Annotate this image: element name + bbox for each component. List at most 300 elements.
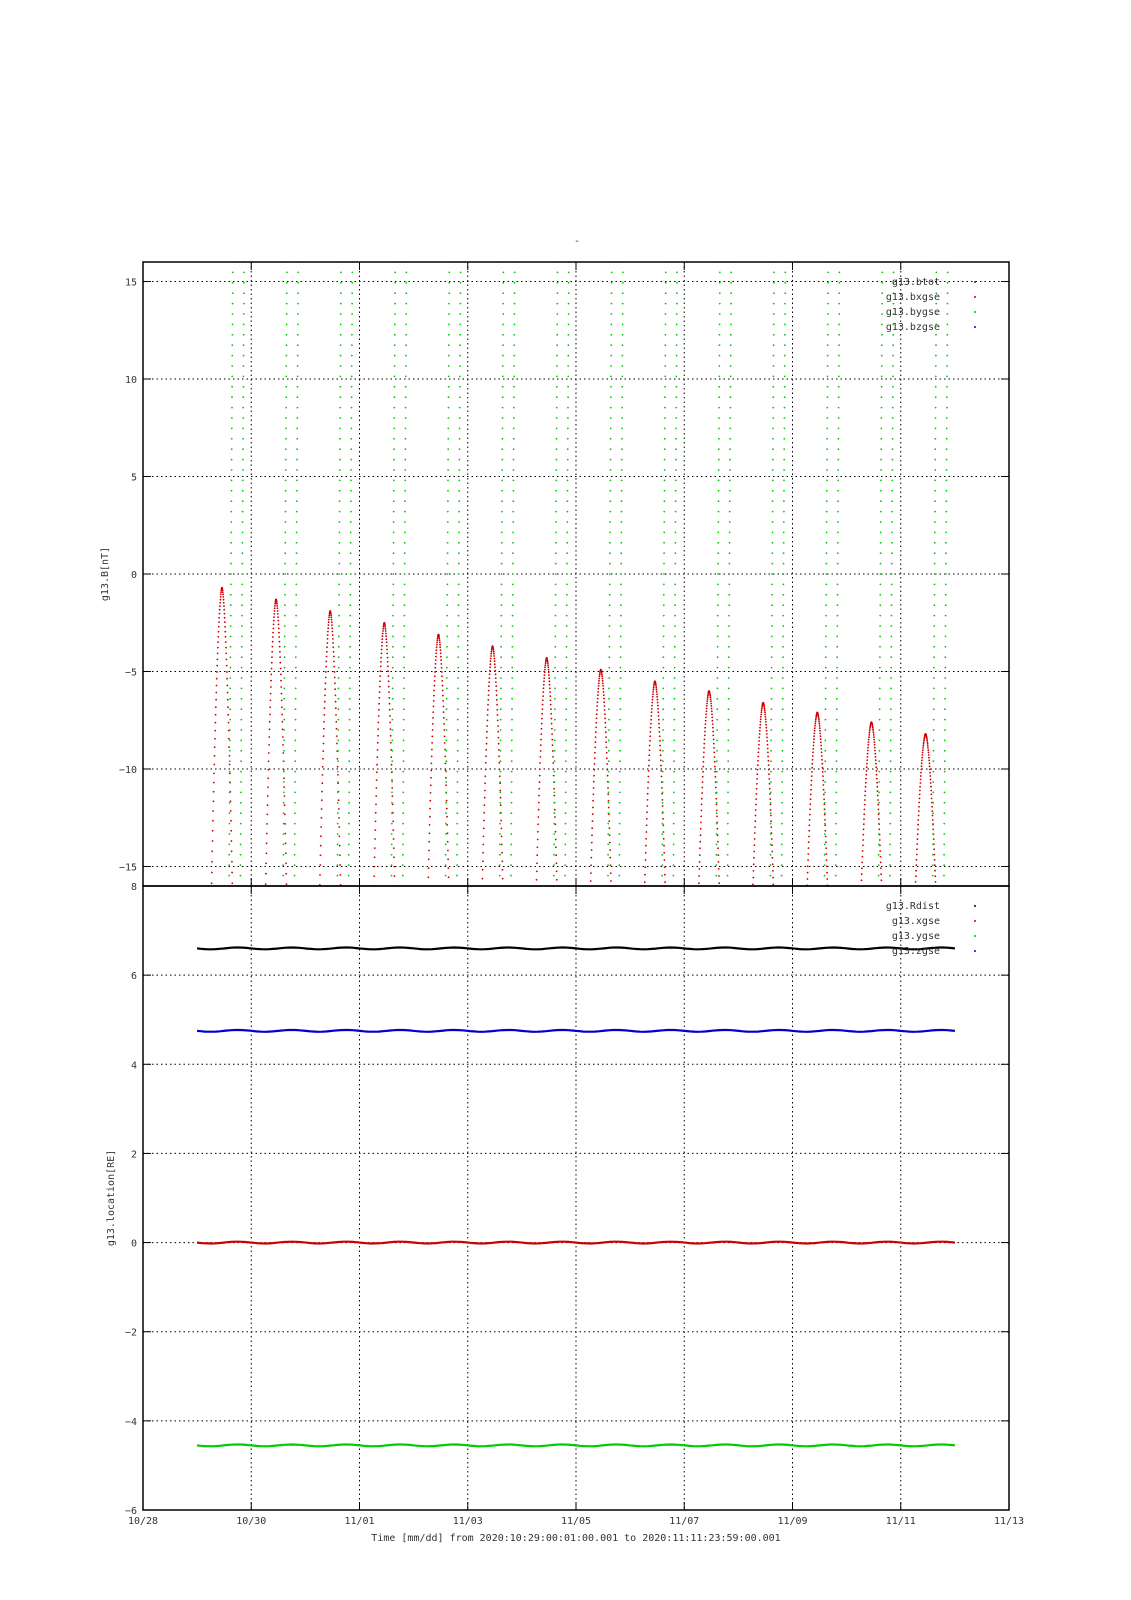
bygse-point [878,781,880,783]
bygse-point [773,303,775,305]
bxgse-point [330,616,332,618]
bygse-point [945,625,947,627]
bxgse-point [215,706,217,708]
legend-marker [974,905,976,907]
bygse-point [499,875,501,877]
bxgse-point [932,815,934,817]
bygse-point [392,646,394,648]
bxgse-point [337,766,339,768]
bxgse-point [593,775,595,777]
bygse-point [772,511,774,513]
bxgse-point [656,689,658,691]
bygse-point [770,792,772,794]
bxgse-point [385,638,387,640]
bygse-point [728,584,730,586]
bygse-point [284,646,286,648]
bygse-point [295,667,297,669]
bxgse-point [376,779,378,781]
bygse-point [340,376,342,378]
bygse-point [501,573,503,575]
bygse-point [553,833,555,835]
bygse-point [459,407,461,409]
bxgse-point [224,617,226,619]
bygse-point [351,272,353,274]
bxgse-point [435,659,437,661]
bygse-point [892,355,894,357]
bygse-point [608,656,610,658]
bygse-point [730,303,732,305]
bygse-point [609,625,611,627]
bygse-point [663,532,665,534]
bygse-point [621,407,623,409]
bygse-point [514,303,516,305]
bxgse-point [541,713,543,715]
bygse-point [783,469,785,471]
bygse-point [402,812,404,814]
bygse-point [827,365,829,367]
bygse-point [933,656,935,658]
bygse-point [675,469,677,471]
bygse-point [566,604,568,606]
bygse-point [663,563,665,565]
bygse-point [621,376,623,378]
bxgse-point [487,714,489,716]
bxgse-point [814,723,816,725]
bygse-point [297,365,299,367]
bxgse-point [433,700,435,702]
bygse-point [673,812,675,814]
bygse-point [285,459,287,461]
bxgse-point [498,762,500,764]
bygse-point [715,864,717,866]
bygse-point [512,615,514,617]
bygse-point [567,407,569,409]
bxgse-point [211,850,213,852]
bygse-point [608,802,610,804]
bxgse-point [661,776,663,778]
bxgse-point [647,799,649,801]
bxgse-point [334,682,336,684]
bygse-point [351,428,353,430]
bygse-point [285,376,287,378]
bygse-point [284,625,286,627]
bygse-point [502,303,504,305]
bxgse-point [218,631,220,633]
bxgse-point [322,758,324,760]
bxgse-point [652,699,654,701]
bygse-point [826,511,828,513]
bygse-point [556,448,558,450]
bygse-point [403,729,405,731]
bxgse-point [662,799,664,801]
bygse-point [932,812,934,814]
bygse-point [556,438,558,440]
bxgse-point [536,862,538,864]
bxgse-point [501,836,503,838]
bygse-point [500,615,502,617]
bygse-point [351,355,353,357]
bygse-point [607,844,609,846]
bxgse-point [766,730,768,732]
bygse-point [230,656,232,658]
bygse-point [719,303,721,305]
bxgse-point [820,735,822,737]
bygse-point [448,292,450,294]
bxgse-point [483,836,485,838]
bxgse-point [271,662,273,664]
bygse-point [621,532,623,534]
bygse-point [945,584,947,586]
bygse-point [230,573,232,575]
bygse-point [405,313,407,315]
bxgse-point [434,671,436,673]
bxgse-point [864,795,866,797]
bxgse-point [868,734,870,736]
bygse-point [405,396,407,398]
bxgse-point [440,659,442,661]
bygse-point [513,459,515,461]
bxgse-point [701,804,703,806]
bxgse-point [271,668,273,670]
bxgse-point [544,664,546,666]
bygse-point [718,407,720,409]
bygse-point [717,594,719,596]
bxgse-point [610,880,612,882]
bygse-point [502,376,504,378]
bxgse-point [597,694,599,696]
bygse-point [555,573,557,575]
bygse-point [241,667,243,669]
bxgse-point [933,848,935,850]
bygse-point [889,844,891,846]
bygse-point [825,719,827,721]
bxgse-point [931,794,933,796]
bygse-point [403,636,405,638]
bygse-point [675,438,677,440]
bxgse-point [596,718,598,720]
bygse-point [770,719,772,721]
bygse-point [229,677,231,679]
bxgse-point [377,749,379,751]
bygse-point [662,698,664,700]
bxgse-point [712,723,714,725]
bxgse-point [483,812,485,814]
bygse-point [511,760,513,762]
bygse-point [232,334,234,336]
bygse-point [286,313,288,315]
bygse-point [837,615,839,617]
bygse-point [675,480,677,482]
bxgse-point [877,799,879,801]
bxgse-point [869,732,871,734]
bygse-point [719,324,721,326]
bxgse-point [603,694,605,696]
series-line [197,948,955,950]
bxgse-point [811,780,813,782]
bxgse-point [427,876,429,878]
bxgse-point [333,666,335,668]
bygse-point [783,511,785,513]
bygse-point [716,854,718,856]
bxgse-point [651,705,653,707]
bygse-point [565,760,567,762]
bygse-point [513,365,515,367]
bygse-point [729,448,731,450]
bygse-point [565,833,567,835]
bygse-point [394,396,396,398]
bygse-point [781,823,783,825]
bxgse-point [386,645,388,647]
bxgse-point [501,844,503,846]
bygse-point [727,844,729,846]
bxgse-point [863,818,865,820]
bxgse-point [428,850,430,852]
bygse-point [611,303,613,305]
bygse-point [609,636,611,638]
bygse-point [404,594,406,596]
bygse-point [405,428,407,430]
bxgse-point [760,716,762,718]
bxgse-point [223,599,225,601]
bygse-point [513,344,515,346]
bxgse-point [604,705,606,707]
bxgse-point [218,626,220,628]
bxgse-point [448,876,450,878]
bygse-point [783,490,785,492]
bxgse-point [700,834,702,836]
bygse-point [338,698,340,700]
bygse-point [229,698,231,700]
bygse-point [457,792,459,794]
bxgse-point [927,745,929,747]
bygse-point [513,417,515,419]
bygse-point [784,396,786,398]
bxgse-point [432,717,434,719]
bygse-point [229,688,231,690]
bygse-point [500,667,502,669]
bygse-point [673,729,675,731]
bxgse-point [810,794,812,796]
bxgse-point [217,647,219,649]
bxgse-point [375,812,377,814]
bxgse-point [752,884,754,886]
bygse-point [456,854,458,856]
bxgse-point [864,790,866,792]
bxgse-point [812,752,814,754]
bygse-point [448,386,450,388]
bxgse-point [868,741,870,743]
bxgse-point [713,752,715,754]
bygse-point [567,355,569,357]
bygse-point [445,781,447,783]
bxgse-point [214,730,216,732]
bxgse-point [389,722,391,724]
bygse-point [446,667,448,669]
y-tick-label: −5 [124,667,137,679]
bxgse-point [284,795,286,797]
bygse-point [241,677,243,679]
bxgse-point [490,655,492,657]
bxgse-point [759,724,761,726]
bxgse-point [710,698,712,700]
bygse-point [512,542,514,544]
bygse-point [674,688,676,690]
bxgse-point [877,795,879,797]
bygse-point [349,667,351,669]
bygse-point [770,875,772,877]
bygse-point [457,688,459,690]
bygse-point [228,864,230,866]
bygse-point [619,781,621,783]
bygse-point [608,729,610,731]
bygse-point [243,303,245,305]
bygse-point [662,812,664,814]
bygse-point [446,750,448,752]
bygse-point [404,490,406,492]
bygse-point [296,573,298,575]
bxgse-point [274,607,276,609]
bygse-point [663,542,665,544]
bygse-point [512,573,514,575]
bygse-point [730,396,732,398]
bygse-point [349,698,351,700]
bygse-point [286,272,288,274]
bygse-point [880,511,882,513]
bygse-point [772,521,774,523]
bygse-point [664,407,666,409]
bygse-point [286,282,288,284]
bygse-point [932,792,934,794]
bygse-point [944,708,946,710]
bxgse-point [706,708,708,710]
bxgse-point [496,694,498,696]
bxgse-point [820,745,822,747]
bygse-point [784,344,786,346]
bxgse-point [814,725,816,727]
bygse-point [892,469,894,471]
bygse-point [242,396,244,398]
bxgse-point [282,752,284,754]
bygse-point [502,292,504,294]
bygse-point [512,584,514,586]
bygse-point [610,386,612,388]
bxgse-point [429,832,431,834]
bxgse-point [864,799,866,801]
bxgse-point [604,718,606,720]
bygse-point [621,386,623,388]
bygse-point [514,313,516,315]
bxgse-point [928,752,930,754]
bygse-point [555,584,557,586]
bygse-point [944,812,946,814]
bxgse-point [601,674,603,676]
bygse-point [297,386,299,388]
bxgse-point [598,680,600,682]
bxgse-point [764,708,766,710]
bygse-point [878,792,880,794]
bxgse-point [216,685,218,687]
bxgse-point [705,723,707,725]
bxgse-point [931,806,933,808]
bxgse-point [320,826,322,828]
bygse-point [566,542,568,544]
bygse-point [499,781,501,783]
bxgse-point [444,736,446,738]
bygse-point [445,833,447,835]
bygse-point [674,646,676,648]
bxgse-point [389,709,391,711]
bxgse-point [554,816,556,818]
bygse-point [945,532,947,534]
bxgse-point [758,744,760,746]
bygse-point [351,376,353,378]
bxgse-point [652,693,654,695]
bygse-point [607,864,609,866]
bygse-point [943,864,945,866]
bygse-point [348,771,350,773]
bygse-point [728,656,730,658]
bxgse-point [608,820,610,822]
bxgse-point [496,709,498,711]
bygse-point [403,750,405,752]
bxgse-point [274,610,276,612]
bxgse-point [538,788,540,790]
bxgse-point [592,807,594,809]
bygse-point [716,792,718,794]
bygse-point [772,469,774,471]
bygse-point [513,469,515,471]
bygse-point [935,365,937,367]
bygse-point [783,438,785,440]
bxgse-point [498,737,500,739]
bxgse-point [213,764,215,766]
bxgse-point [601,672,603,674]
bygse-point [609,604,611,606]
bygse-point [772,428,774,430]
bygse-point [567,500,569,502]
bxgse-point [875,766,877,768]
bygse-point [890,656,892,658]
bxgse-point [919,786,921,788]
bxgse-point [934,870,936,872]
bygse-point [781,833,783,835]
bxgse-point [276,605,278,607]
bygse-point [404,563,406,565]
bygse-point [502,313,504,315]
bxgse-point [658,715,660,717]
bygse-point [456,802,458,804]
bygse-point [296,428,298,430]
bygse-point [296,511,298,513]
bxgse-point [231,840,233,842]
bygse-point [661,844,663,846]
bxgse-point [659,745,661,747]
bxgse-point [707,695,709,697]
bxgse-point [931,810,933,812]
bxgse-point [822,780,824,782]
bxgse-point [228,722,230,724]
bxgse-point [498,749,500,751]
legend-label: g13.bygse [885,307,940,318]
bygse-point [283,750,285,752]
bygse-point [230,594,232,596]
bygse-point [837,469,839,471]
bxgse-point [387,670,389,672]
bxgse-point [706,705,708,707]
bxgse-point [219,613,221,615]
bygse-point [446,698,448,700]
bxgse-point [273,624,275,626]
